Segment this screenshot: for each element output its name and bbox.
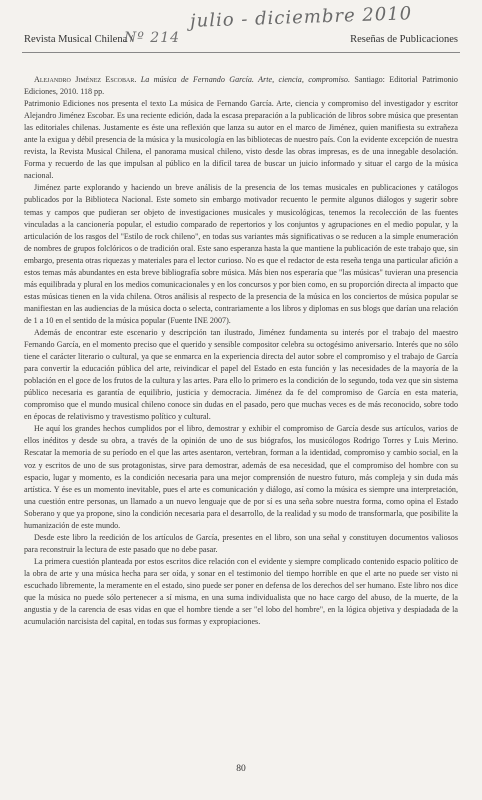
header-divider	[22, 52, 460, 53]
citation-title: La música de Fernando García. Arte, ciencia, compromiso.	[140, 75, 350, 84]
paragraph: Patrimonio Ediciones nos presenta el texto La música de Fernando García. Arte, ciencia y compromiso del investigador y escritor Alejandro Jiménez Escobar. Es una reciente edición, dada la escasa preparación a la publicación de libros sobre música que presentan las editoriales chilenas. Justamente es éste una reflexión que lanza su autor en el marco de Jiménez, quien manifiesta su extrañeza ante la exigua y débil presencia de la música y la musicología en las bibliotecas de nuestro país. Con la evidente excepción de nuestra revista, la Revista Musical Chilena, el panorama musical chileno, visto desde las obras impresas, es de una innegable desolación. Forma y recuerdo de las que impulsan al público en la difícil tarea de buscar un juicio informado y situar el cargo de la música nacional.	[24, 99, 458, 181]
paragraph: He aquí los grandes hechos cumplidos por el libro, demostrar y exhibir el compromiso de García desde sus artículos, varios de ellos inéditos y desde su obra, a través de la opinión de uno de sus biógrafos, los musicólogos Rodrigo Torres y Luis Merino. Rescatar la memoria de su período en el que las artes asentaron, vertebran, forman a la identidad, compromiso y cambio social, en la voz y escritos de uno de sus protagonistas, sirve para demostrar, además de esa necesidad, que el compromiso del hombre con su espacio, lugar y momento, es la condición necesaria para una mejor comprensión de nuestro futuro, más compleja y sin duda más artística. Y ése es un momento inevitable, pues el arte es comunicación y diálogo, así como la música es siempre una interpretación, una cuestión entre personas, un llamado a un nuevo lenguaje que de por sí es una seña sobre nuestra forma, como opina el Estado Soberano y que ya propone, sino la condición necesaria para el desarrollo, de la realidad y su modo de transformarla, que posibilite la humanización de este mundo.	[24, 424, 458, 530]
paragraph: Desde este libro la reedición de los artículos de García, presentes en el libro, son una señal y constituyen documentos valiosos para reconstruir la lectura de este pasado que no debe pasar.	[24, 532, 458, 554]
section-header: Reseñas de Publicaciones	[350, 34, 458, 45]
book-citation	[24, 74, 458, 98]
handwritten-date-annotation: julio - diciembre 2010	[189, 3, 413, 32]
paragraph: Jiménez parte explorando y haciendo un breve análisis de la presencia de los temas musicales en publicaciones y catálogos publicados por la Biblioteca Nacional. Este someto sin embargo motivador recuento le permite algunos diálogos y sugerir sobre temas y campos que pudieran ser objeto de investigaciones musicales y musicológicas, tenemos la recolección de las fuentes vinculadas a la cancionería popular, el estudio comparado de repertorios y los conjuntos y agrupaciones en el medio popular, y la articulación de los rasgos del "Estilo de rock chileno", en todas sus variantes más significativas o se reducen a la simple enumeración de nombres de grupos folclóricos o de tradición oral. Este sano esperanza hasta la que mantiene la publicación de este trabajo que, sin embargo, presenta otras riquezas y materiales para el lector curioso. No es que el redactor de esta reseña tenga una particular afición a estos temas más abundantes en esta breve bibliografía sobre música. Más bien nos esperaría que "las músicas" tuvieran una presencia más equilibrada y plural en los medios comunicacionales y en los concursos y por bien como, en su proporción directa al impacto que estas músicas tienen en la vida chilena. Otros análisis al respecto de la presencia de la música en los conciertos de música popular se manifiestan en las audiencias de la música docta o selecta, contrariamente a los libros y diplomas en sus blogs que darían una relación de 1 a 10 en el sentido de la música popular (Fuente INE 2007).	[24, 183, 458, 325]
review-body	[24, 74, 458, 628]
handwritten-issue-annotation: Nº 214	[124, 30, 181, 46]
paragraph: Además de encontrar este escenario y descripción tan ilustrado, Jiménez fundamenta su interés por el trabajo del maestro Fernando García, en el momento preciso que el querido y sensible compositor celebra su octogésimo aniversario. Interés que no sólo tiene el carácter literario o cultural, ya que se enmarca en la experiencia directa del autor sobre el compromiso y el trabajo de García para convertir la educación pública del arte, reivindicar el papel del Estado en esta función y las necesidades de la mayoría de la población en el goce de los frutos de la cultura y las artes. Para ello lo primero es la condición de lo segundo, toda vez que sin sistema público necesaria es garantía de equilibrio, justicia y democracia. Jiménez da fe del compromiso de García en esta materia, compromiso que el mundo musical chileno conoce sin dudas en el pasado, pero que muchas veces es de más reconocido, sobre todo en épocas de relativismo y travestismo político y cultural.	[24, 327, 459, 422]
citation-author: Alejandro Jiménez Escobar.	[34, 75, 137, 84]
citation-publisher: Santiago: Editorial Patrimonio Ediciones, 2010. 118 pp.	[24, 75, 458, 97]
paragraph: La primera cuestión planteada por estos escritos dice relación con el evidente y siempre complicado contenido espacio político de la obra de arte y una música hecha para ser oída, y sonar en el testimonio del tiempo horrible en que el arte no puede ser visto ni escuchado libremente, la meramente en el estado, sino puede ser poner en defensa de los derechos del ser humano. Este libro nos dice que la música no puede sólo pertenecer a sí misma, en una suma individualista que no hace cargo del abuso, de la muerte, de la angustia y de la carencia de esas vidas en que el hombre tiende a ser "el lobo del hombre", en la lógica objetiva y despiadada de la acumulación narcisista del capital, en todas sus formas y expropiaciones.	[24, 556, 458, 627]
journal-header: Revista Musical Chilena /	[24, 34, 133, 45]
page-number: 80	[236, 764, 246, 774]
